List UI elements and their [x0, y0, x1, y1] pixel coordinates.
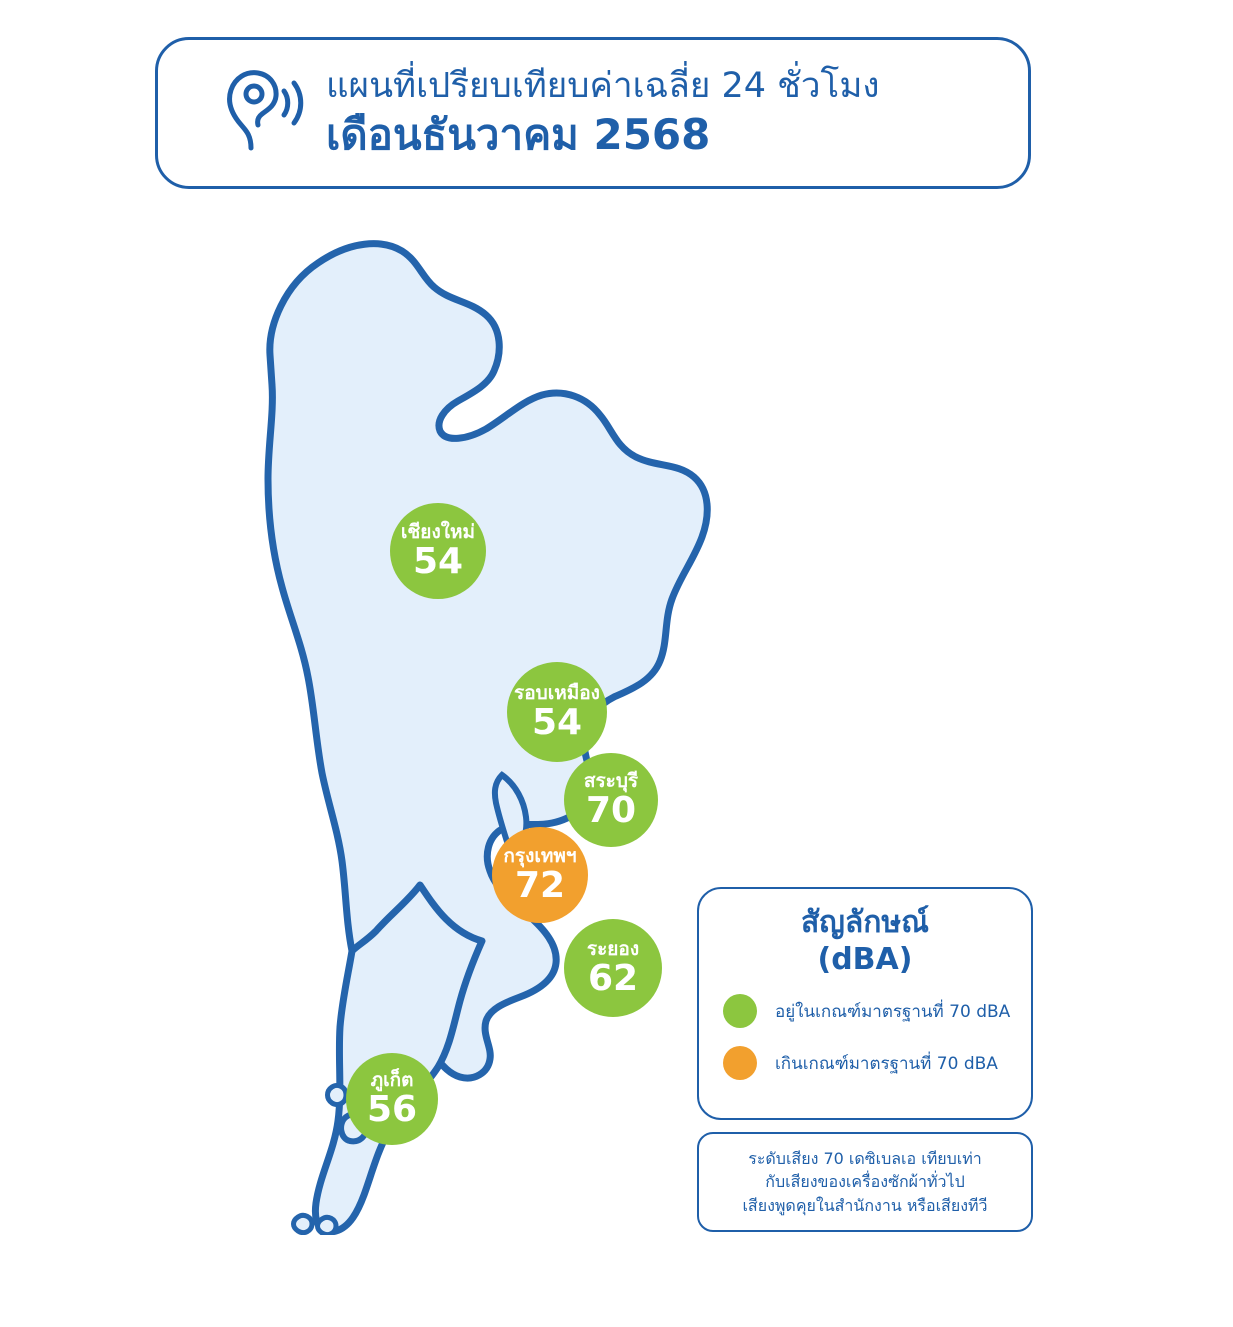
marker-label: สระบุรี [583, 769, 639, 792]
legend-label: เกินเกณฑ์มาตรฐานที่ 70 dBA [775, 1053, 998, 1074]
marker-value: 70 [585, 789, 637, 831]
legend-title [699, 905, 1031, 978]
legend-label: อยู่ในเกณฑ์มาตรฐานที่ 70 dBA [775, 1001, 1011, 1022]
legend-dot-orange [723, 1046, 757, 1080]
marker-value: 62 [587, 957, 639, 999]
marker-label: เชียงใหม่ [400, 520, 476, 543]
marker-label: ภูเก็ต [370, 1068, 414, 1091]
ear-hearing-icon [196, 53, 316, 173]
marker-label: กรุงเทพฯ [503, 844, 577, 867]
map-marker-phuket[interactable] [346, 1053, 438, 1145]
map-marker-bangkok[interactable] [492, 827, 588, 923]
island-small-1 [328, 1085, 347, 1104]
legend-title-unit: (dBA) [817, 941, 913, 977]
map-marker-robmueang[interactable] [507, 662, 607, 762]
header-title: เดือนธันวาคม 2568 [326, 109, 711, 159]
island-small-3 [318, 1217, 337, 1234]
map-marker-rayong[interactable] [564, 919, 662, 1017]
thailand-map [150, 215, 770, 1235]
marker-value: 54 [531, 701, 583, 743]
marker-value: 72 [514, 864, 566, 906]
header-card [155, 37, 1031, 189]
marker-value: 56 [366, 1088, 418, 1130]
note-line-1: ระดับเสียง 70 เดซิเบลเอ เทียบเท่า [748, 1149, 982, 1169]
header-text [326, 65, 880, 161]
note-card [697, 1132, 1033, 1232]
note-line-2: กับเสียงของเครื่องซักผ้าทั่วไป [765, 1172, 965, 1192]
legend-title-main: สัญลักษณ์ [800, 905, 930, 940]
marker-label: ระยอง [586, 937, 640, 960]
map-marker-chiangmai[interactable] [390, 503, 486, 599]
header-subtitle: แผนที่เปรียบเทียบค่าเฉลี่ย 24 ชั่วโมง [326, 65, 880, 106]
legend-card [697, 887, 1033, 1120]
marker-label: รอบเหมือง [514, 681, 600, 704]
legend-item-within-standard [723, 994, 1031, 1028]
legend-dot-green [723, 994, 757, 1028]
map-marker-saraburi[interactable] [564, 753, 658, 847]
legend-rows [699, 994, 1031, 1080]
note-line-3: เสียงพูดคุยในสำนักงาน หรือเสียงทีวี [742, 1195, 988, 1215]
island-small-2 [294, 1215, 313, 1232]
marker-value: 54 [412, 540, 464, 582]
legend-item-over-standard [723, 1046, 1031, 1080]
